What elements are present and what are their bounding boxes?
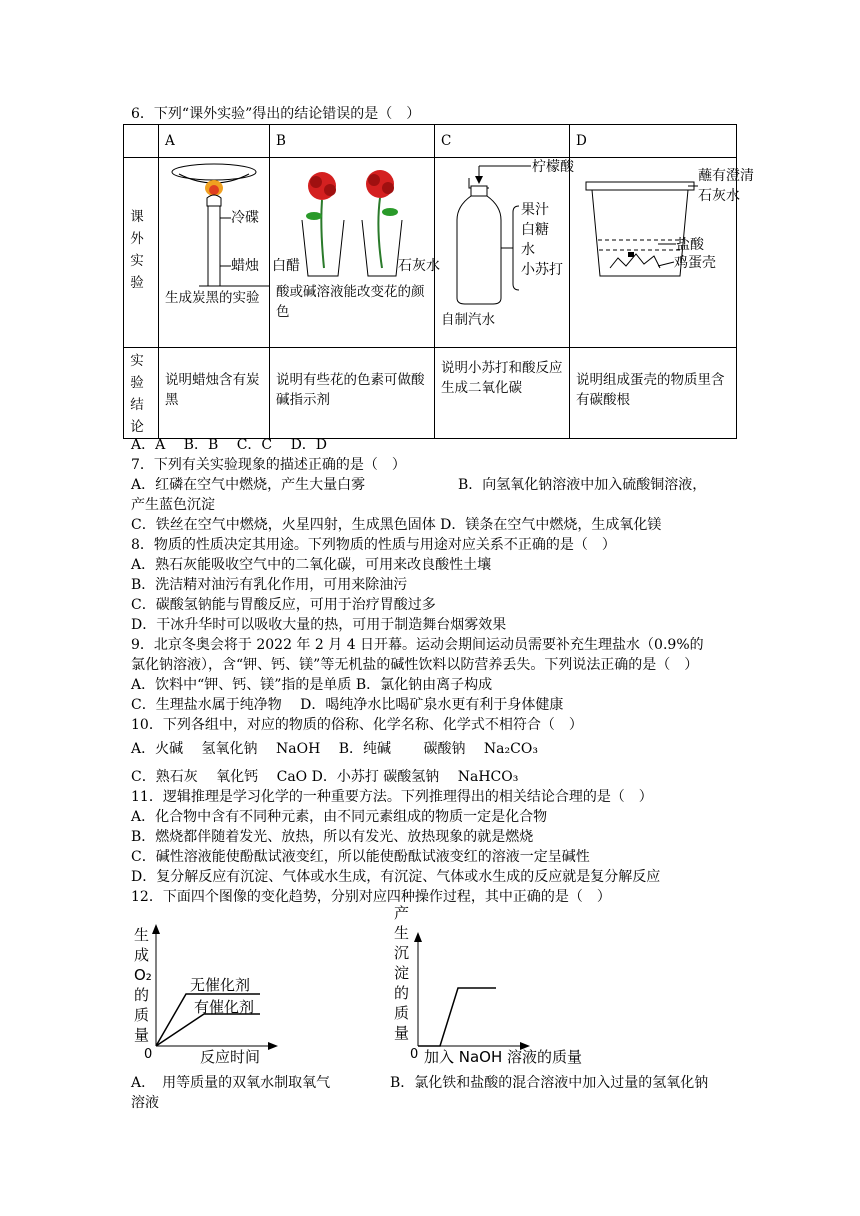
svg-text:O₂: O₂ (134, 966, 152, 984)
q6-row-label-conclusion: 实 验 结 论 (124, 348, 159, 439)
q7-option-b-cont: 产生蓝色沉淀 (131, 497, 215, 513)
q10-option-cd: C．熟石灰 氧化钙 CaO D．小苏打 碳酸氢钠 NaHCO₃ (131, 769, 519, 785)
q6-options: A．A B．B C．C D．D (131, 437, 328, 453)
q10-stem: 10．下列各组中，对应的物质的俗称、化学名称、化学式不相符合（ ） (131, 717, 583, 733)
soda-experiment-figure (435, 158, 574, 310)
graph-b-xlabel: 加入 NaOH 溶液的质量 (424, 1048, 583, 1066)
q6-header-a: A (159, 125, 270, 158)
q10-option-ab: A．火碱 氢氧化钠 NaOH B．纯碱 碳酸钠 Na₂CO₃ (131, 741, 538, 757)
q11-option-a: A．化合物中含有不同种元素，由不同元素组成的物质一定是化合物 (131, 809, 548, 825)
q7-stem: 7．下列有关实验现象的描述正确的是（ ） (131, 457, 406, 473)
q11-option-d: D．复分解反应有沉淀、气体或水生成，有沉淀、气体或水生成的反应就是复分解反应 (131, 869, 661, 885)
q7-option-b: B．向氢氧化钠溶液中加入硫酸铜溶液， (458, 477, 707, 493)
q6-conclusion-row (124, 348, 737, 439)
label-baking-soda: 小苏打 (521, 262, 563, 278)
label-sugar: 白糖 (521, 222, 549, 238)
q8-option-a: A．熟石灰能吸收空气中的二氧化碳，可用来改良酸性土壤 (131, 557, 492, 573)
q6-corner-cell (124, 125, 159, 158)
graph-a-xlabel: 反应时间 (200, 1048, 261, 1066)
svg-text:产: 产 (394, 904, 410, 922)
svg-text:生: 生 (394, 924, 410, 942)
label-hydrochloric-acid: 盐酸 (676, 237, 704, 253)
q12-stem: 12．下面四个图像的变化趋势，分别对应四种操作过程，其中正确的是（ ） (131, 889, 611, 905)
svg-text:沉: 沉 (394, 944, 410, 962)
q11-option-c: C．碱性溶液能使酚酞试液变红，所以能使酚酞试液变红的溶液一定呈碱性 (131, 849, 590, 865)
q7-option-a: A．红磷在空气中燃烧，产生大量白雾 (131, 477, 366, 493)
svg-text:生: 生 (134, 926, 150, 944)
candle-experiment-figure (159, 158, 269, 288)
label-candle: 蜡烛 (231, 258, 259, 274)
q6-cell-d (570, 158, 754, 348)
q9-option-ab: A．饮料中“钾、钙、镁”指的是单质 B．氯化钠由离子构成 (131, 677, 493, 693)
q11-stem: 11．逻辑推理是学习化学的一种重要方法。下列推理得出的相关结论合理的是（ ） (131, 789, 653, 805)
q8-stem: 8．物质的性质决定其用途。下列物质的性质与用途对应关系不正确的是（ ） (131, 537, 616, 553)
q6-cell-c: 柠檬酸 果汁 白糖 水 小苏打 自制汽水 (435, 158, 570, 348)
q8-option-b: B．洗洁精对油污有乳化作用，可用来除油污 (131, 577, 408, 593)
graph-caption-cont: 溶液 (131, 1095, 159, 1111)
svg-text:质: 质 (134, 1006, 150, 1024)
svg-text:成: 成 (134, 946, 150, 964)
q6-row-label-experiment: 课 外 实 验 (124, 158, 159, 348)
label-limewater-d: 石灰水 (698, 188, 740, 204)
q6-cell-a: 冷碟 蜡烛 生成炭黑的实验 (159, 158, 270, 348)
svg-text:的: 的 (394, 984, 410, 1002)
q11-option-b: B．燃烧都伴随着发光、放热，所以有发光、放热现象的就是燃烧 (131, 829, 534, 845)
graph-b-origin: 0 (410, 1047, 419, 1062)
label-citric-acid: 柠檬酸 (532, 159, 574, 175)
graph-b-caption: B．氯化铁和盐酸的混合溶液中加入过量的氢氧化钠 (390, 1075, 709, 1091)
label-limewater: 石灰水 (398, 258, 440, 274)
svg-text:的: 的 (134, 986, 150, 1004)
q9-stem: 9．北京冬奥会将于 2022 年 2 月 4 日开幕。运动会期间运动员需要补充生理盐水（0.9%的 (131, 637, 704, 653)
q6-header-d: D (570, 125, 737, 158)
q8-option-d: D．干冰升华时可以吸收大量的热，可用于制造舞台烟雾效果 (131, 617, 507, 633)
svg-text:量: 量 (134, 1026, 150, 1044)
label-white-vinegar: 白醋 (272, 258, 300, 274)
graph-b-line (418, 988, 496, 1046)
q6-conclusion-b: 说明有些花的色素可做酸碱指示剂 (270, 348, 435, 439)
eggshell-experiment-figure (570, 158, 754, 288)
q6-stem: 6．下列“课外实验”得出的结论错误的是（ ） (131, 106, 421, 122)
q6-header-c: C (435, 125, 570, 158)
q9-stem-cont: 氯化钠溶液），含“钾、钙、镁”等无机盐的碱性饮料以防营养丢失。下列说法正确的是（ ） (131, 657, 699, 673)
q6-experiment-row (124, 158, 737, 348)
label-cold-dish: 冷碟 (231, 210, 259, 226)
q6-conclusion-c: 说明小苏打和酸反应生成二氧化碳 (435, 348, 570, 439)
graph-a-origin: 0 (144, 1047, 153, 1062)
graph-a-label-with-catalyst: 有催化剂 (194, 998, 255, 1016)
q8-option-c: C．碳酸氢钠能与胃酸反应，可用于治疗胃酸过多 (131, 597, 436, 613)
q6-table (123, 124, 754, 439)
q6-header-b: B (270, 125, 435, 158)
svg-text:质: 质 (394, 1004, 410, 1022)
graph-a-caption: A． 用等质量的双氧水制取氧气 (131, 1075, 331, 1091)
graph-a-ylabel (134, 926, 152, 1044)
graph-b-precipitate (392, 902, 562, 1062)
graph-b-ylabel (394, 904, 409, 1042)
flower-experiment-figure (270, 158, 440, 282)
svg-text:量: 量 (394, 1024, 410, 1042)
graph-a-label-no-catalyst: 无催化剂 (190, 976, 251, 994)
label-water: 水 (521, 242, 535, 258)
q6-conclusion-d: 说明组成蛋壳的物质里含有碳酸根 (570, 348, 737, 439)
q6-header-row (124, 125, 737, 158)
svg-text:淀: 淀 (394, 964, 410, 982)
label-dipped-clear: 蘸有澄清 (698, 168, 754, 184)
label-juice: 果汁 (521, 202, 549, 218)
q6-conclusion-a: 说明蜡烛含有炭黑 (159, 348, 270, 439)
label-eggshell: 鸡蛋壳 (674, 255, 716, 271)
q9-option-cd: C．生理盐水属于纯净物 D．喝纯净水比喝矿泉水更有利于身体健康 (131, 697, 564, 713)
q6-cell-b: 白醋 石灰水 酸或碱溶液能改变花的颜色 (270, 158, 435, 348)
q7-option-cd: C．铁丝在空气中燃烧，火星四射，生成黑色固体 D．镁条在空气中燃烧，生成氧化镁 (131, 517, 662, 533)
